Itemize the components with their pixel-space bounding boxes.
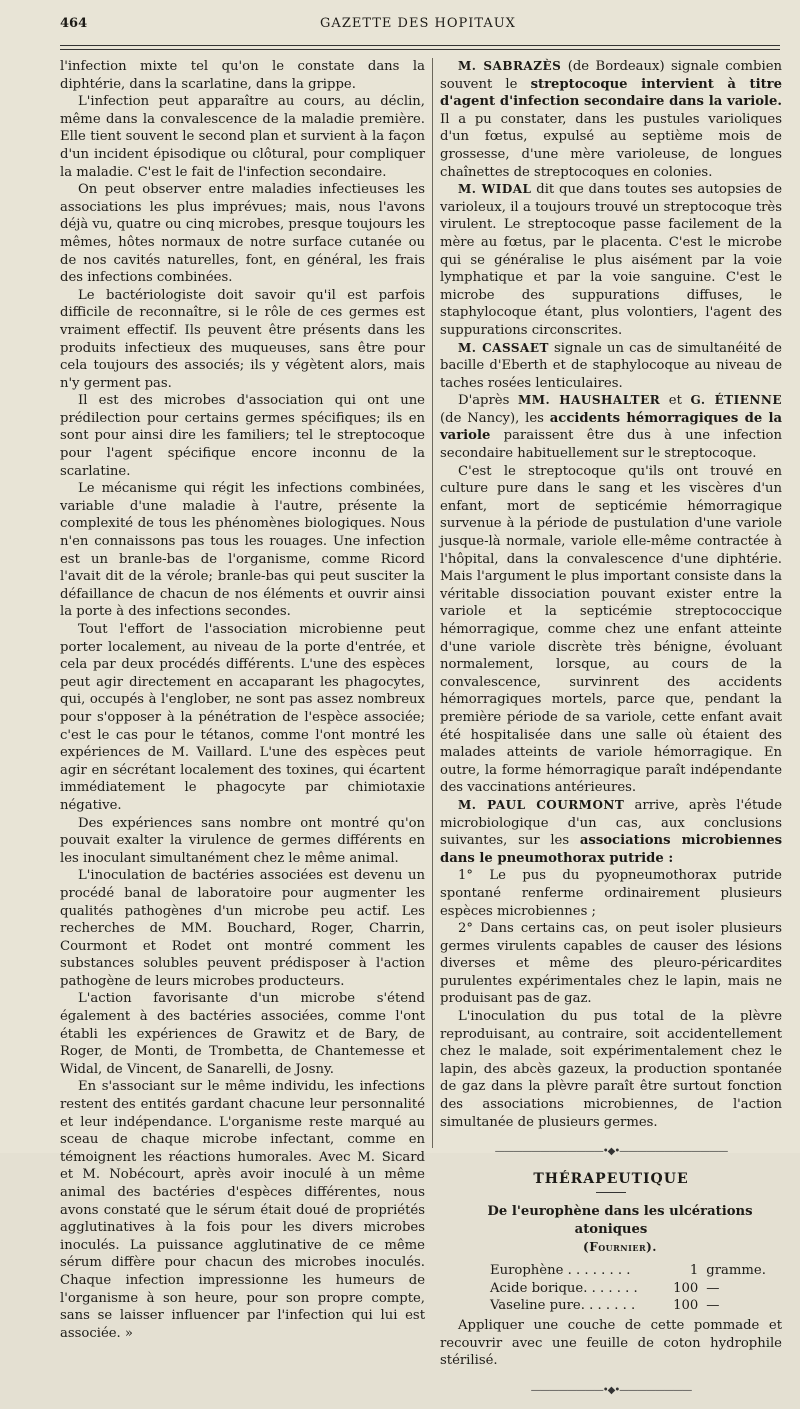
section-rule xyxy=(596,1192,626,1193)
ingredient: Vaseline pure. . . . . . . xyxy=(490,1298,636,1314)
ornamental-rule: ————————•◆•———————— xyxy=(530,1384,692,1396)
paragraph: Tout l'effort de l'association microbienne peut porter localement, au niveau de la porte d'entrée, et cela par deux procédés différents. L'une des espèces peut agir directement en accaparant les phagocytes, qui, occupés à l'englober, ne sont pas assez nombreux pour s'opposer à la pénétration de l'espèce associée; c'est le cas pour le tétanos, comme l'ont montré les expériences de M. Vaillard. L'une des espèces peut agir en sécrétant localement des toxines, qui écartent immédiatement le phagocyte par chimiotaxie négative. xyxy=(60,622,425,813)
page-header xyxy=(60,16,776,38)
quantity: 1 xyxy=(689,1263,699,1279)
paragraph: Des expériences sans nombre ont montré qu'on pouvait exalter la virulence de germes différents en les inoculant simultanément chez le même animal. xyxy=(60,815,425,866)
ingredient: Acide borique. . . . . . . xyxy=(490,1280,638,1296)
quantity: 100 xyxy=(673,1298,699,1314)
page-number: 464 xyxy=(60,16,88,31)
paragraph: L'action favorisante d'un microbe s'étend également à des bactéries associées, comme l'ont établi les expériences de Grawitz et de Bary, de Roger, de Monti, de Trombetta, de Chantemesse et Widal, de Vincent, de Sanarelli, de Josny. xyxy=(60,991,425,1077)
paragraph-cassaet xyxy=(440,340,782,393)
text: dit que dans toutes ses autopsies de varioleux, il a toujours trouvé un streptocoque très virulent. Le streptocoque passe facilement de la mère au fœtus, par le placenta. C'est le microbe qui se généralise le plus aisément par la voie lymphatique et par la voie sanguine. C'est le microbe des suppurations diffuses, le staphylocoque étant, plus volontiers, l'agent des suppurations circonscrites. xyxy=(440,182,783,338)
unit: gramme. xyxy=(706,1263,766,1279)
text: et xyxy=(660,393,691,409)
ornamental-rule: ————————————•◆•———————————— xyxy=(494,1146,728,1158)
conclusion-item: 2° Dans certains cas, on peut isoler plusieurs germes virulents capables de causer des lésions diverses et même des pleuro-péricardites purulentes expérimentales chez le lapin, mais ne produisant pas de gaz. xyxy=(440,921,782,1007)
paragraph: C'est le streptocoque qu'ils ont trouvé en culture pure dans le sang et les viscères d'un enfant, mort de septicémie hémorragique survenue à la période de pustulation d'une variole jusque-là normale, variole elle-même contractée à l'hôpital, dans la convalescence d'une diphtérie. Mais l'argument le plus important consiste dans la véritable dissociation pouvant exister entre la variole et la septicémie streptococcique hémorragique, comme chez une enfant atteinte d'une variole discrète très bénigne, évoluant normalement, lorsque, au cours de la convalescence, survinrent des accidents hémorragiques mortels, parce que, pendant la première période de sa variole, cette enfant avait été hospitalisée dans une salle où étaient des malades atteints de variole hémorragique. En outre, la forme hémorragique paraît indépendante des vaccinations antérieures. xyxy=(440,463,782,796)
ingredient: Europhène . . . . . . . . xyxy=(490,1263,631,1279)
paragraph-haushalter xyxy=(440,392,782,462)
article-subhead: De l'europhène dans les ulcérations atoniques xyxy=(487,1204,753,1237)
quantity: 100 xyxy=(673,1280,699,1296)
paragraph: Il est des microbes d'association qui ont une prédilection pour certains germes spécifiques; ils en sont pour ainsi dire les familiers; tel le streptocoque pour l'agent spécifique encore inconnu de la scarlatine. xyxy=(60,393,425,479)
text: (de Nancy), les xyxy=(440,410,550,426)
formula-row xyxy=(490,1262,782,1280)
text: Il a pu constater, dans les pustules varioliques d'un fœtus, expulsé au septième mois de grossesse, d'une mère varioleuse, de longues chaînettes de streptocoques en colonies. xyxy=(440,111,782,180)
paragraph-courmont xyxy=(440,797,782,867)
unit: — xyxy=(706,1280,720,1296)
text: paraissent être dus à une infection secondaire habituellement sur le streptocoque. xyxy=(440,428,782,462)
speaker-name: M. CASSAET xyxy=(458,340,549,355)
speaker-name: MM. HAUSHALTER xyxy=(517,393,661,408)
bold-text: streptocoque intervient à titre d'agent d'infection secondaire dans la variole. xyxy=(440,76,783,110)
author-name: (Fournier). xyxy=(583,1239,657,1254)
article-author xyxy=(440,1239,782,1257)
instruction: Appliquer une couche de cette pommade et recouvrir avec une feuille de coton hydrophile stérilisé. xyxy=(440,1317,782,1369)
column-divider xyxy=(432,58,433,1148)
paragraph: l'infection mixte tel qu'on le constate dans la diphtérie, dans la scarlatine, dans la grippe. xyxy=(60,59,425,92)
paragraph: Le bactériologiste doit savoir qu'il est parfois difficile de reconnaître, si le rôle de ces germes est vraiment effectif. Ils peuvent être présents dans les produits infectieux des muqueuses, sans être pour cela toujours des associés; ils y végètent alors, mais n'y germent pas. xyxy=(60,287,425,391)
right-column xyxy=(440,58,782,1409)
left-column xyxy=(60,58,425,1342)
formula-table xyxy=(490,1262,782,1315)
bold-text: associations microbiennes dans le pneumothorax putride : xyxy=(440,833,783,866)
formula-row xyxy=(490,1280,782,1298)
paragraph: L'inoculation de bactéries associées est devenu un procédé banal de laboratoire pour augmenter les qualités pathogènes d'un microbe peu actif. Les recherches de MM. Bouchard, Roger, Charrin, Courmont et Rodet ont montré comment les substances solubles peuvent prédisposer à l'action pathogène de leurs microbes producteurs. xyxy=(60,868,425,989)
speaker-name: M. WIDAL xyxy=(458,182,532,197)
unit: — xyxy=(706,1298,720,1314)
header-rule xyxy=(60,45,780,50)
speaker-name: M. SABRAZÈS xyxy=(458,59,562,73)
paragraph-sabrazes xyxy=(440,58,782,181)
paragraph: Le mécanisme qui régit les infections combinées, variable d'une maladie à l'autre, présente la complexité de tous les phénomènes biologiques. Nous n'en connaissons pas tous les rouages. Une infection est un branle-bas de l'organisme, comme Ricord l'avait dit de la vérole; branle-bas qui peut susciter la défaillance de chacun de nos éléments et ouvrir ainsi la porte à des infections secondes. xyxy=(60,481,425,620)
paragraph: L'infection peut apparaître au cours, au déclin, même dans la convalescence de la maladie première. Elle tient souvent le second plan et survient à la façon d'un incident épisodique ou clôtural, pour compliquer la maladie. C'est le fait de l'infection secondaire. xyxy=(60,94,425,180)
paragraph: On peut observer entre maladies infectieuses les associations les plus imprévues; mais, nous l'avons déjà vu, quatre ou cinq microbes, presque toujours les mêmes, hôtes normaux de notre surface cutanée ou de nos cavités naturelles, font, en général, les frais des infections combinées. xyxy=(60,182,425,286)
text: arrive, après l'étude microbiologique d'un cas, aux conclusions suivantes, sur les xyxy=(440,797,782,849)
section-title: THÉRAPEUTIQUE xyxy=(533,1170,689,1187)
conclusion-item: L'inoculation du pus total de la plèvre reproduisant, au contraire, soit accidentellement chez le malade, soit expérimentalement chez le lapin, des abcès gazeux, la production spontanée de gaz dans la plèvre paraît être surtout fonction des associations microbiennes, de l'action simultanée de plusieurs germes. xyxy=(440,1009,782,1130)
bold-text: accidents hémorragiques de la variole xyxy=(440,410,782,444)
text: (de Bordeaux) signale combien souvent le xyxy=(440,59,782,92)
running-title: GAZETTE DES HOPITAUX xyxy=(320,16,516,31)
conclusion-item: 1° Le pus du pyopneumothorax putride spontané renferme ordinairement plusieurs espèces microbiennes ; xyxy=(440,868,782,919)
paragraph: En s'associant sur le même individu, les infections restent des entités gardant chacune leur personnalité et leur indépendance. L'organisme reste marqué au sceau de chaque microbe infectant, comme en témoignent les réactions humorales. Avec M. Sicard et M. Nobécourt, après avoir inoculé à un même animal des bactéries d'espèces différentes, nous avons constaté que le sérum était doué de propriétés agglutinatives à la fois pour les divers microbes inoculés. La puissance agglutinative de ce même sérum diffère pour chacun des microbes inoculés. Chaque infection impressionne les humeurs de l'organisme à son heure, pour son propre compte, sans se laisser influencer par l'infection qui lui est associée. » xyxy=(60,1079,425,1341)
paragraph-widal xyxy=(440,181,782,339)
text: signale un cas de simultanéité de bacille d'Eberth et de staphylocoque au niveau de taches rosées lenticulaires. xyxy=(440,340,782,391)
formula-row xyxy=(490,1297,782,1315)
speaker-name: M. PAUL COURMONT xyxy=(458,797,625,812)
text: D'après xyxy=(458,393,518,409)
speaker-name: G. ÉTIENNE xyxy=(690,393,782,408)
